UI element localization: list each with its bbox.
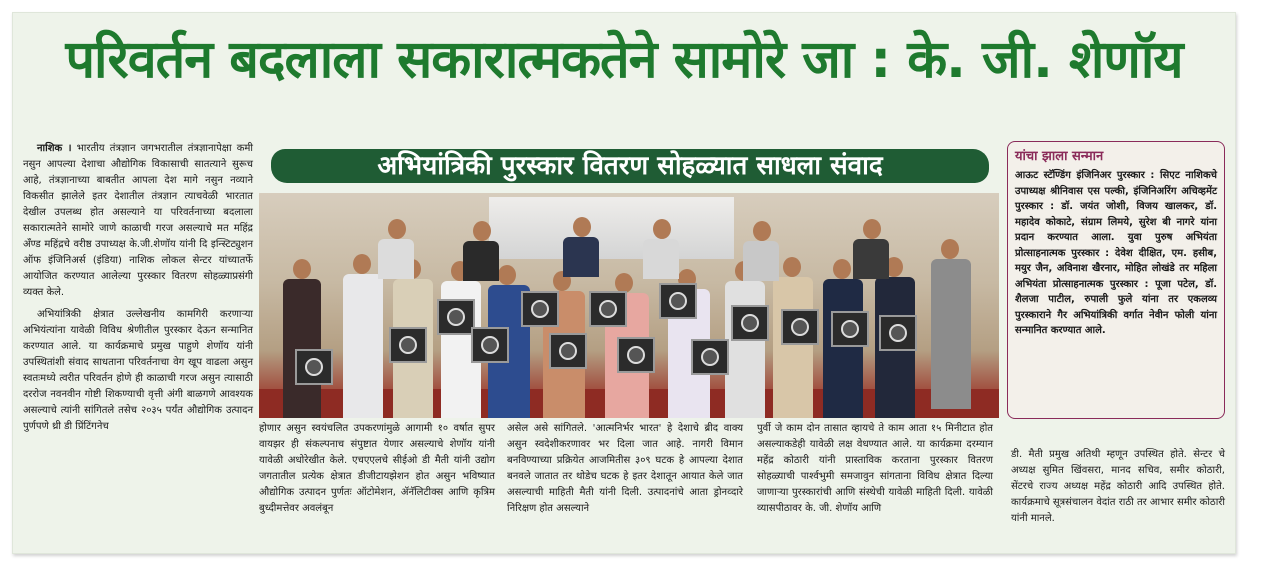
award-plaque bbox=[781, 309, 819, 345]
award-plaque bbox=[589, 291, 627, 327]
award-plaque bbox=[389, 327, 427, 363]
award-plaque bbox=[831, 311, 869, 347]
award-plaque bbox=[295, 349, 333, 385]
award-plaque bbox=[549, 333, 587, 369]
award-plaque bbox=[731, 305, 769, 341]
article-column-2 bbox=[259, 421, 495, 517]
newspaper-clipping bbox=[12, 12, 1236, 554]
headline: परिवर्तन बदलाला सकारात्मकतेने सामोरे जा : के. जी. शेणॉय bbox=[65, 30, 1183, 90]
article-column-4 bbox=[757, 421, 993, 517]
column-2-text: होणार असुन स्वयंचलित उपकरणांमुळे आगामी १० वर्षात सुपर वायझर ही संकल्पनाच संपुष्टात येणार असल्याचे शेणॉय यांनी यावेळी अधोरेखीत केले. एचएएलचे सीईओ डी मैती यांनी उद्योग जगतातील प्रत्येक क्षेत्रात डीजीटायझेशन होत असुन भविष्यात औद्योगिक उत्पादन पुर्णतः ऑटोमेशन, ॲनॅलिटीक्स आणि कृत्रिम बुध्दीमत्तेवर अवलंबून bbox=[259, 423, 495, 514]
article-column-3 bbox=[507, 421, 743, 517]
award-plaque bbox=[521, 291, 559, 327]
award-ceremony-photo bbox=[259, 193, 999, 418]
award-plaque bbox=[437, 299, 475, 335]
article-column-5 bbox=[1011, 447, 1225, 527]
paragraph-1 bbox=[23, 141, 253, 301]
subhead-band bbox=[259, 139, 1003, 195]
honorees-box-body bbox=[1015, 168, 1217, 339]
column-4-text: पुर्वी जे काम दोन तासात व्हायचे ते काम आता १५ मिनीटात होत असल्याकडेही यावेळी लक्ष वेधण्यात आले. या कार्यक्रमा दरम्यान महेंद्र कोठारी यांनी प्रास्ताविक करताना पुरस्कार वितरण सोहळ्याची पार्श्वभुमी समजावुन सांगताना विविध क्षेत्रात दिल्या जाणाऱ्या पुरस्कारांची आणि संस्थेची यावेळी माहिती दिली. यावेळी व्यासपीठावर के. जी. शेणॉय आणि bbox=[757, 423, 993, 514]
award-plaque bbox=[879, 315, 917, 351]
award-plaque bbox=[659, 283, 697, 319]
paragraph-2: अभियांत्रिकी क्षेत्रात उल्लेखनीय कामगिरी करणाऱ्या अभियंत्यांना यावेळी विविध श्रेणीतील पुरस्कार देऊन सन्मानित करण्यात आले. या कार्यक्रमाचे प्रमुख पाहुणे शेणॉय यांनी उपस्थितांशी संवाद साधताना परिवर्तनाचा वेग खूप वाढला असुन स्वतःमध्ये त्वरीत परिवर्तन होणे ही काळाची गरज असुन त्यासाठी दररोज नवनवीन गोष्टी शिकण्याची वृत्ती अंगी बाळगणे आवश्यक असल्याचे त्यांनी सांगितले तसेच २०३५ पर्यंत औद्योगिक उत्पादन पुर्णपणे थ्री डी प्रिंटिंगनेच bbox=[23, 309, 253, 432]
honorees-list: आऊट स्टॅण्डिंग इंजिनिअर पुरस्कार : सिएट नाशिकचे उपाध्यक्ष श्रीनिवास एस पल्की, इंजिनिअरिंग अचिव्हमेंट पुरस्कार : डॉ. जयंत जोशी, विजय खालकर, डॉ. महादेव कोकाटे, संग्राम लिमये, सुरेश बी नागरे यांना प्रदान करण्यात आला. युवा पुरुष अभियंता प्रोत्साहनात्मक पुरस्कार : देवेश दीक्षित, एम. हसीब, मयुर जैन, अविनाश खैरनार, मोहित लोखंडे तर महिला अभियंता प्रोत्साहनात्मक पुरस्कार : पूजा पटेल, डॉ. शैलजा पाटील, रुपाली फुले यांना तर एकलव्य पुरस्काराने गैर अभियांत्रिकी वर्गात नेवीन फोली यांना सन्मानित करण्यात आले. bbox=[1015, 170, 1217, 336]
dateline: नाशिक । bbox=[37, 143, 72, 154]
article-column-1 bbox=[23, 141, 253, 441]
column-5-text: डी. मैती प्रमुख अतिथी म्हणून उपस्थित होते. सेन्टर चे अध्यक्ष सुमित खिंवसरा, मानद सचिव, समीर कोठारी, सेंटरचे राज्य अध्यक्ष महेंद्र कोठारी आदि उपस्थित होते. कार्यक्रमाचे सूत्रसंचालन वेदांत राठी तर आभार समीर कोठारी यांनी मानले. bbox=[1011, 449, 1225, 524]
paragraph-1-text: भारतीय तंत्रज्ञान जगभरातील तंत्रज्ञानापेक्षा कमी नसुन आपल्या देशाचा औद्योगिक विकासाची सातत्याने सुरूच आहे, तंत्रज्ञानाच्या बाबतीत आपला देश मागे नसुन नव्याने विकसीत झालेले इतर देशातील तंत्रज्ञान त्याचवेळी भारतात देखील उपलब्ध होत असल्याने या परिवर्तनाच्या बदलाला सकारात्मतेने सामोरे जाणे काळाची गरज असल्याचे मत महिंद्र अँण्ड महिंद्रचे वरीष्ठ उपाध्यक्ष के.जी.शेणॉय यांनी दि इन्स्टिट्युशन ऑफ इंजिनिअर्स (इंडिया) नाशिक लोकल सेन्टर यांच्यातर्फे आयोजित करण्यात आलेल्या पुरस्कार वितरण सोहळ्याप्रसंगी व्यक्त केले. bbox=[23, 143, 254, 298]
award-plaque bbox=[617, 337, 655, 373]
subheadline: अभियांत्रिकी पुरस्कार वितरण सोहळ्यात साधला संवाद bbox=[271, 149, 989, 183]
honorees-box-title: यांचा झाला सन्मान bbox=[1015, 149, 1104, 164]
honorees-box bbox=[1007, 141, 1225, 419]
column-3-text: असेल असे सांगितले. 'आत्मनिर्भर भारत' हे देशाचे ब्रीद वाक्य असुन स्वदेशीकरणावर भर दिला जात आहे. नागरी विमान बनविण्याच्या प्रक्रियेत आजमितीस ३०९ घटक हे आपल्या देशात बनवले जातात तर थोडेच घटक हे इतर देशातून आयात केले जात असल्याची माहिती मैती यांनी दिली. उत्पादनांचे आता ड्रोनव्दारे निरिक्षण होत असल्याने bbox=[507, 423, 743, 514]
award-plaque bbox=[691, 339, 729, 375]
award-plaque bbox=[471, 327, 509, 363]
stage-screen bbox=[489, 197, 734, 259]
